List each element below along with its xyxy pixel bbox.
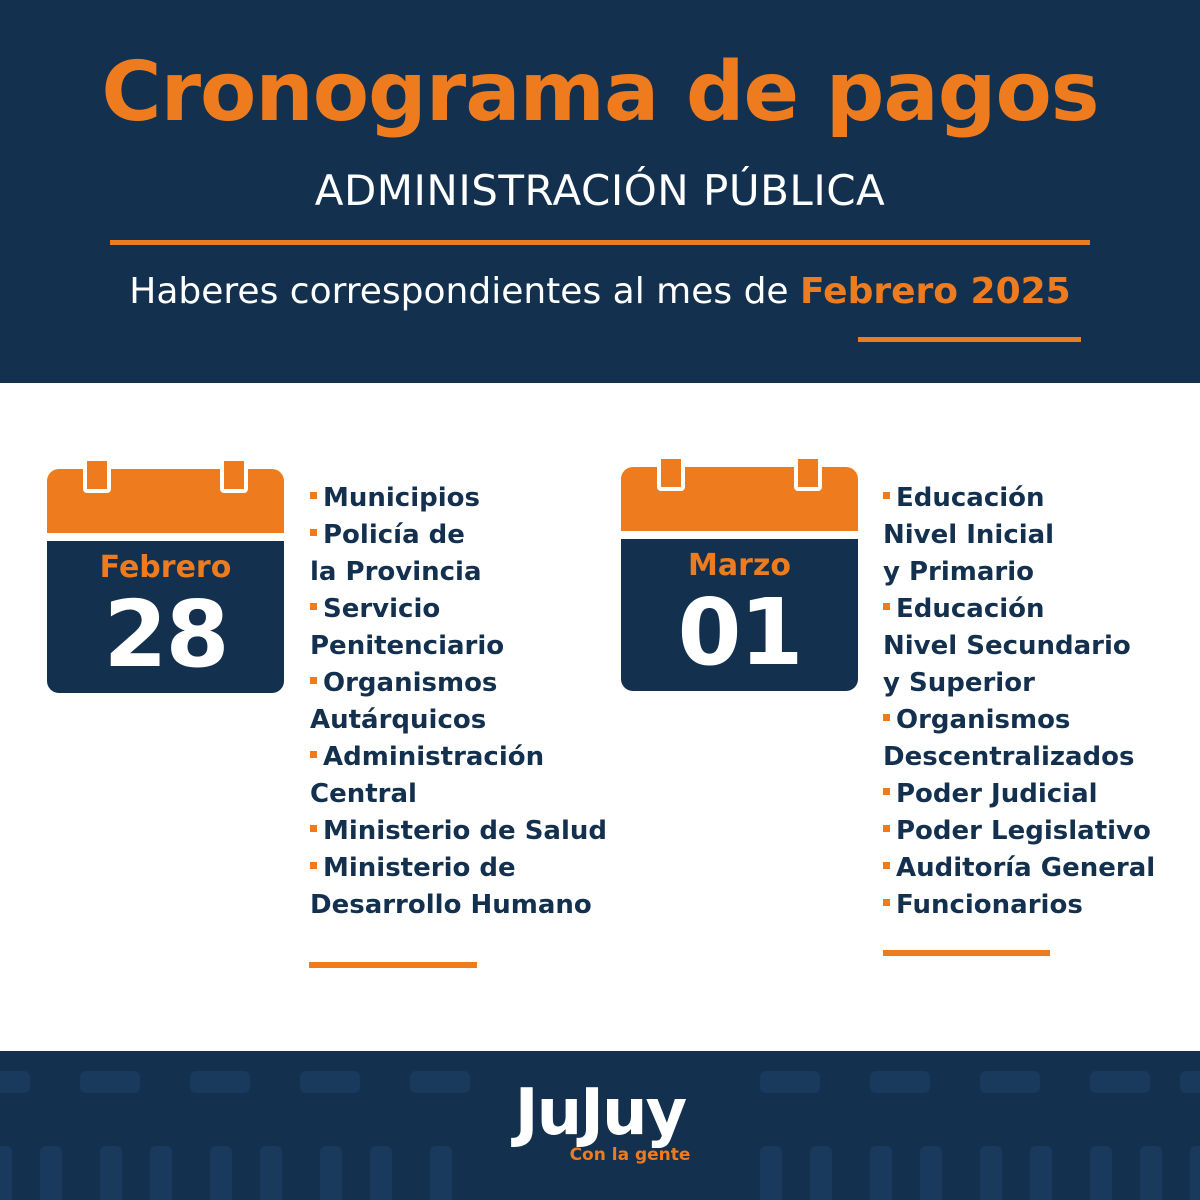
bullet-icon — [883, 714, 890, 721]
list-item-text: Poder Legislativo — [896, 816, 1151, 846]
schedule-list-february — [310, 480, 607, 924]
list-item-text: Policía de — [323, 520, 465, 550]
list-item-text: Auditoría General — [896, 853, 1156, 883]
list-item — [310, 850, 607, 887]
jujuy-logo — [0, 1076, 1200, 1165]
list-divider-february — [309, 962, 477, 968]
calendar-ring-right — [220, 457, 248, 493]
bullet-icon — [310, 492, 317, 499]
list-item-text: Organismos — [896, 705, 1071, 735]
calendar-body — [621, 539, 858, 691]
bullet-icon — [310, 751, 317, 758]
list-item-text: Ministerio de — [323, 853, 516, 883]
list-item-text: Municipios — [323, 483, 480, 513]
period-highlight: Febrero 2025 — [800, 271, 1071, 312]
list-item — [883, 480, 1155, 517]
list-divider-march — [883, 950, 1050, 956]
header-divider — [110, 240, 1090, 245]
logo-tagline: Con la gente — [569, 1145, 691, 1165]
page-title: Cronograma de pagos — [101, 45, 1099, 140]
list-item-continuation: Nivel Secundario — [883, 631, 1131, 661]
calendar-ring-left — [657, 455, 685, 491]
list-item — [310, 665, 607, 702]
footer-banner — [0, 1051, 1200, 1200]
bullet-icon — [310, 862, 317, 869]
list-item — [310, 480, 607, 517]
bullet-icon — [883, 899, 890, 906]
list-item — [310, 517, 607, 554]
bullet-icon — [883, 825, 890, 832]
calendar-day: 28 — [103, 581, 228, 688]
list-item-continuation: y Superior — [883, 668, 1035, 698]
bullet-icon — [310, 825, 317, 832]
calendar-icon-february — [47, 457, 284, 693]
list-item-text: Funcionarios — [896, 890, 1083, 920]
list-item — [883, 813, 1155, 850]
list-item-text: Educación — [896, 483, 1045, 513]
list-item — [883, 887, 1155, 924]
list-item — [310, 739, 607, 776]
list-item-text: Poder Judicial — [896, 779, 1098, 809]
list-item-text: Educación — [896, 594, 1045, 624]
list-item-continuation: Desarrollo Humano — [310, 890, 592, 920]
calendar-month: Marzo — [688, 548, 791, 583]
list-item — [310, 591, 607, 628]
bullet-icon — [310, 603, 317, 610]
bullet-icon — [883, 603, 890, 610]
page-subtitle: ADMINISTRACIÓN PÚBLICA — [314, 166, 886, 215]
period-line — [0, 271, 1200, 312]
list-item-continuation: Central — [310, 779, 417, 809]
bullet-icon — [883, 862, 890, 869]
list-item-continuation: Descentralizados — [883, 742, 1135, 772]
list-item — [310, 813, 607, 850]
list-item-continuation: Nivel Inicial — [883, 520, 1055, 550]
logo-word: JuJuy — [514, 1076, 686, 1150]
schedule-list-march — [883, 480, 1155, 924]
list-item — [883, 591, 1155, 628]
period-prefix: Haberes correspondientes al mes de — [129, 271, 801, 312]
list-item-continuation: Penitenciario — [310, 631, 505, 661]
bullet-icon — [310, 529, 317, 536]
calendar-ring-right — [794, 455, 822, 491]
list-item — [883, 850, 1155, 887]
calendar-day: 01 — [677, 579, 802, 686]
list-item — [883, 776, 1155, 813]
calendar-ring-left — [83, 457, 111, 493]
calendar-body — [47, 541, 284, 693]
calendar-month: Febrero — [99, 550, 232, 585]
list-item-continuation: y Primario — [883, 557, 1035, 587]
list-item-text: Organismos — [323, 668, 498, 698]
bullet-icon — [883, 788, 890, 795]
bullet-icon — [883, 492, 890, 499]
list-item-continuation: la Provincia — [310, 557, 482, 587]
list-item-continuation: Autárquicos — [310, 705, 487, 735]
header-banner — [0, 0, 1200, 383]
list-item — [883, 702, 1155, 739]
calendar-icon-march — [621, 455, 858, 691]
list-item-text: Administración — [323, 742, 545, 772]
period-underline — [858, 337, 1081, 342]
list-item-text: Servicio — [323, 594, 441, 624]
bullet-icon — [310, 677, 317, 684]
list-item-text: Ministerio de Salud — [323, 816, 607, 846]
